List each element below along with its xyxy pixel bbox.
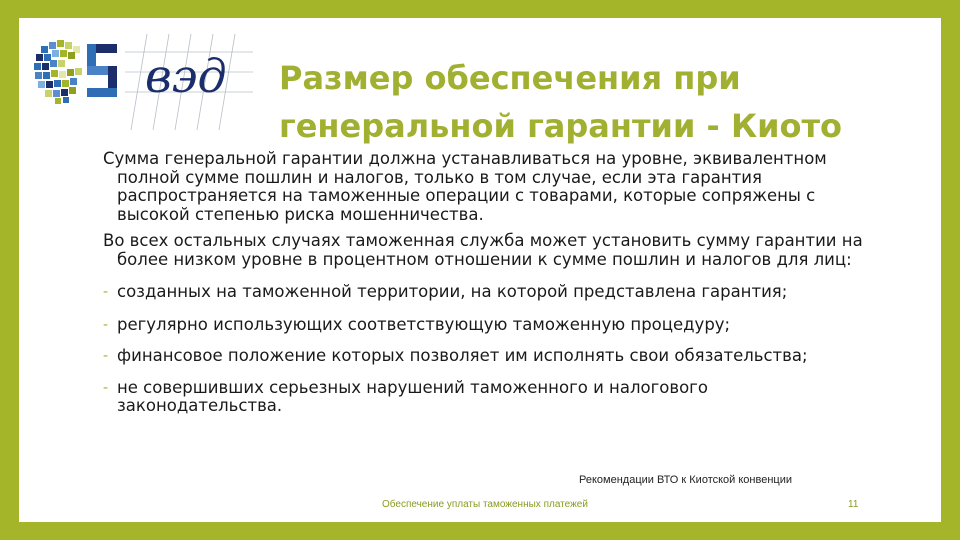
list-item-text: финансовое положение которых позволяет им исполнять свои обязательства; [117,346,808,365]
footer-text: Обеспечение уплаты таможенных платежей [382,499,588,510]
title-line-2: генеральной гарантии - Киото [279,107,843,145]
dash-bullet: - [103,348,109,364]
slide [19,18,941,522]
list-item [103,316,873,335]
svg-text:вэд: вэд [145,49,227,103]
list-item [103,283,873,302]
paragraph-reduced-amount: Во всех остальных случаях таможенная служба может установить сумму гарантии на более низком уровне в процентном отношении к сумме пошлин и налогов для лиц: [103,231,863,269]
globe-mosaic-icon [34,40,82,104]
page-number: 11 [848,499,859,510]
list-item-text: регулярно использующих соответствующую таможенную процедуру; [117,314,731,334]
dash-bullet: - [103,284,109,300]
list-item-text: созданных на таможенной территории, на которой представлена гарантия; [117,282,788,301]
list-item [103,379,873,416]
source-reference: Рекомендации ВТО к Киотской конвенции [579,474,792,486]
dash-bullet: - [103,379,109,396]
list-item-text: не совершивших серьезных нарушений таможенного и налогового законодательства. [117,377,708,415]
letter-s-mark [87,44,117,97]
slide-title [279,54,919,150]
list-item [103,347,873,366]
slide-body [103,150,873,416]
title-line-1: Размер обеспечения при [279,59,741,97]
paragraph-full-amount: Сумма генеральной гарантии должна устанавливаться на уровне, эквивалентном полной сумме пошлин и налогов, только в том случае, если эта гарантия распространяется на таможенные операции с товарами, которые сопряжены с высокой степенью риска мошенничества. [103,149,827,224]
dash-bullet: - [103,316,109,333]
company-logo [27,30,255,136]
